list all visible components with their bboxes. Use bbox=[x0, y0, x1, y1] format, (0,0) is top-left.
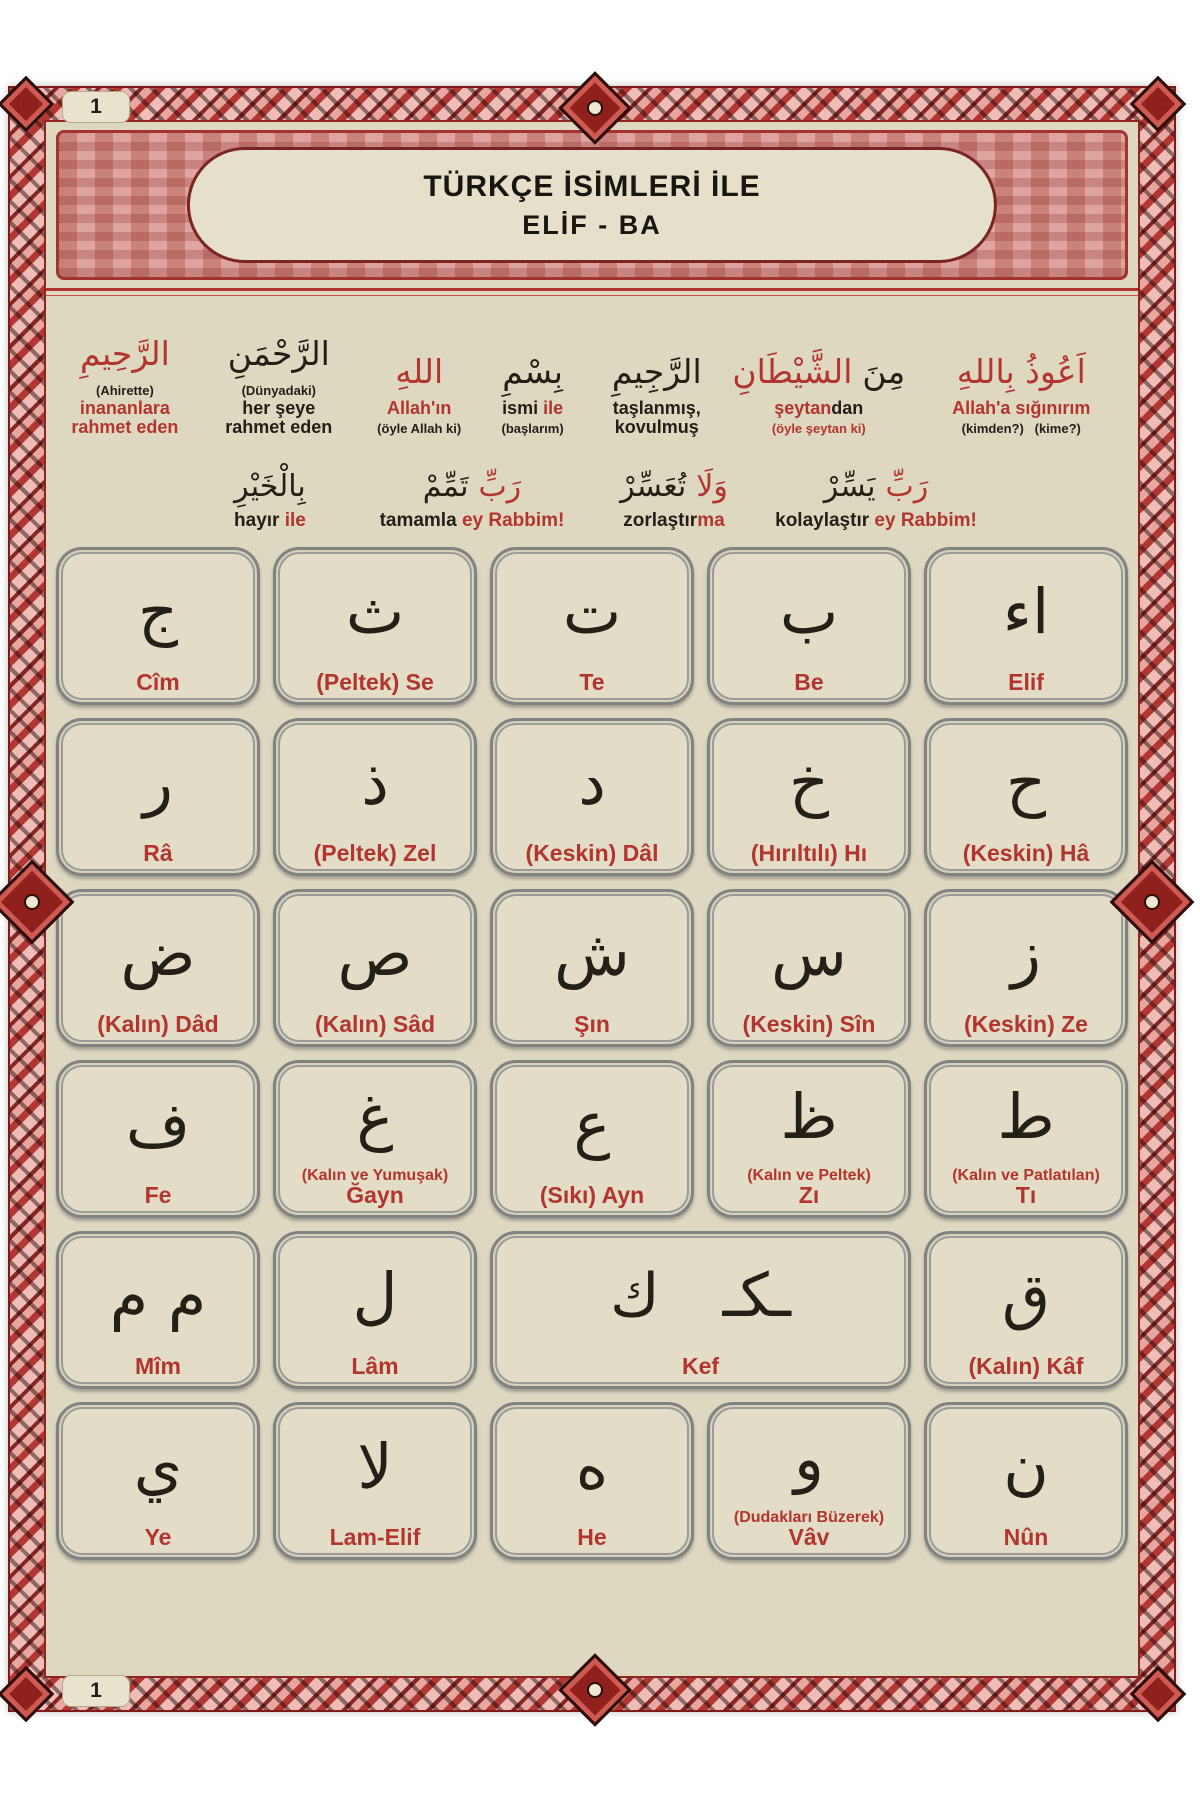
turkish-translation bbox=[587, 399, 727, 437]
arabic-letter: ب bbox=[779, 575, 839, 649]
arabic-letter: و bbox=[794, 1422, 824, 1496]
letter-name-line: Vâv bbox=[788, 1523, 830, 1550]
translation-line bbox=[52, 399, 198, 418]
text-segment: hayır bbox=[234, 509, 285, 531]
basmala-word-3 bbox=[360, 325, 479, 437]
translation-line bbox=[198, 399, 360, 418]
letter-card-keskin-sîn bbox=[707, 889, 911, 1047]
letter-name-label bbox=[734, 1510, 884, 1549]
divider-rule bbox=[46, 288, 1138, 296]
letter-name-line: (Keskin) Hâ bbox=[962, 839, 1090, 866]
basmala-phrase-row bbox=[52, 306, 1132, 437]
letter-name-label bbox=[144, 1523, 172, 1550]
letter-name-label bbox=[747, 1168, 871, 1207]
turkish-translation bbox=[360, 399, 479, 437]
arabic-letter: ذ bbox=[361, 746, 389, 820]
translation-line bbox=[360, 399, 479, 418]
page-title-line1: TÜRKÇE İSİMLERİ İLE bbox=[423, 169, 761, 203]
text-segment: taşlanmış, bbox=[612, 397, 701, 418]
arabic-word bbox=[479, 325, 587, 397]
letter-card-keskin-dâl bbox=[490, 718, 694, 876]
arabic-word bbox=[52, 306, 198, 378]
letter-card-keskin-ze bbox=[924, 889, 1128, 1047]
letter-name-label bbox=[136, 668, 180, 695]
letter-name-line: (Dudakları Büzerek) bbox=[733, 1508, 885, 1526]
text-segment: الرَّحْمَنِ bbox=[227, 333, 330, 373]
text-segment: sığınırım bbox=[1015, 397, 1091, 418]
translation-line bbox=[363, 511, 581, 531]
text-segment: zorlaştır bbox=[623, 509, 698, 531]
translation-line bbox=[479, 418, 587, 437]
arabic-letter: ظ bbox=[780, 1080, 838, 1154]
letter-card-sıkı-ayn bbox=[490, 1060, 694, 1218]
text-segment: تُعَسِّرْ bbox=[620, 468, 687, 504]
letter-card-elif bbox=[924, 547, 1128, 705]
dua-word-2 bbox=[363, 443, 581, 531]
border-corner-ornament bbox=[1130, 76, 1187, 133]
letter-name-line: (Kalın) Kâf bbox=[968, 1352, 1084, 1379]
letter-name-line: (Kalın) Sâd bbox=[314, 1010, 436, 1037]
text-segment: (Dünyadaki) bbox=[241, 383, 316, 398]
arabic-letter: غ bbox=[356, 1080, 394, 1154]
letter-name-label bbox=[135, 1352, 181, 1379]
letter-name-line: Te bbox=[579, 668, 605, 695]
letter-card-keskin-hâ bbox=[924, 718, 1128, 876]
arabic-word bbox=[767, 443, 985, 509]
basmala-word-6 bbox=[727, 325, 911, 437]
letter-name-line: Tı bbox=[1015, 1181, 1037, 1208]
letter-name-label bbox=[968, 1352, 1084, 1379]
text-segment: (öyle şeytan ki) bbox=[771, 420, 866, 436]
text-segment: بِسْمِ bbox=[502, 352, 563, 392]
letter-name-line: (Keskin) Dâl bbox=[525, 839, 659, 866]
arabic-letter: م م bbox=[109, 1259, 207, 1333]
letter-card-kalın-ve-yumuşak-ğayn bbox=[273, 1060, 477, 1218]
letter-name-line: (Kalın ve Peltek) bbox=[747, 1166, 871, 1184]
letter-name-label bbox=[962, 839, 1090, 866]
arabic-letter: ط bbox=[997, 1080, 1055, 1154]
letter-name-label bbox=[681, 1352, 720, 1379]
letter-card-kalın-sâd bbox=[273, 889, 477, 1047]
text-segment: ile bbox=[543, 397, 564, 418]
text-segment: الرَّحِيمِ bbox=[80, 333, 170, 373]
arabic-letter: ق bbox=[1001, 1259, 1051, 1333]
dua-phrase-row bbox=[177, 443, 985, 531]
letter-name-line: (Keskin) Ze bbox=[964, 1010, 1088, 1037]
letter-name-label bbox=[316, 668, 434, 695]
dua-word-4 bbox=[767, 443, 985, 531]
letter-name-label bbox=[313, 839, 437, 866]
letter-name-line: (Peltek) Zel bbox=[313, 839, 437, 866]
letter-card-be bbox=[707, 547, 911, 705]
text-segment: الرَّجِيمِ bbox=[611, 352, 702, 392]
turkish-translation bbox=[581, 511, 767, 531]
letter-name-line: Mîm bbox=[135, 1352, 181, 1379]
letter-card-ye bbox=[56, 1402, 260, 1560]
text-segment: Allah'ın bbox=[387, 397, 452, 418]
basmala-word-5 bbox=[587, 325, 727, 437]
arabic-letter: لا bbox=[357, 1430, 393, 1504]
text-segment: inananlara bbox=[79, 397, 170, 418]
dua-word-3 bbox=[581, 443, 767, 531]
arabic-word bbox=[177, 443, 363, 509]
letter-card-mîm bbox=[56, 1231, 260, 1389]
arabic-word bbox=[363, 443, 581, 509]
letter-name-label bbox=[144, 1181, 172, 1208]
alphabet-grid bbox=[56, 547, 1128, 1560]
letter-name-label bbox=[574, 1010, 610, 1037]
arabic-word bbox=[911, 325, 1132, 397]
letter-card-peltek-zel bbox=[273, 718, 477, 876]
arabic-word bbox=[198, 306, 360, 378]
arabic-letter: ه bbox=[575, 1430, 609, 1504]
text-segment: مِنَ bbox=[862, 352, 906, 392]
translation-line bbox=[198, 380, 360, 399]
turkish-translation bbox=[727, 399, 911, 437]
turkish-translation bbox=[479, 399, 587, 437]
letter-name-label bbox=[525, 839, 659, 866]
translation-line bbox=[581, 511, 767, 531]
arabic-letter: ز bbox=[1011, 917, 1041, 991]
border-corner-ornament bbox=[1130, 1666, 1187, 1723]
letter-name-line: (Sıkı) Ayn bbox=[539, 1181, 645, 1208]
text-segment: ey Rabbim! bbox=[461, 509, 565, 531]
text-segment: اَعُوذُ بِاللهِ bbox=[956, 352, 1086, 392]
text-segment: dan bbox=[831, 397, 864, 418]
turkish-translation bbox=[767, 511, 985, 531]
arabic-word bbox=[360, 325, 479, 397]
letter-name-line: (Keskin) Sîn bbox=[742, 1010, 876, 1037]
letter-name-label bbox=[1008, 668, 1044, 695]
letter-card-lâm bbox=[273, 1231, 477, 1389]
letter-name-line: Râ bbox=[143, 839, 173, 866]
translation-line bbox=[727, 399, 911, 418]
arabic-letter: خ bbox=[788, 746, 830, 820]
letter-name-label bbox=[314, 1010, 436, 1037]
text-segment: رَبِّ bbox=[478, 468, 522, 504]
text-segment: (kime?) bbox=[1034, 420, 1081, 436]
translation-line bbox=[360, 418, 479, 437]
arabic-letter: د bbox=[578, 746, 606, 820]
letter-name-line: Ğayn bbox=[346, 1181, 404, 1208]
letter-card-kef bbox=[490, 1231, 911, 1389]
translation-line bbox=[177, 511, 363, 531]
turkish-translation bbox=[911, 399, 1132, 437]
text-segment: kolaylaştır bbox=[775, 509, 875, 531]
arabic-word bbox=[727, 325, 911, 397]
letter-name-line: (Kalın ve Yumuşak) bbox=[301, 1166, 449, 1184]
arabic-letter: ت bbox=[562, 575, 622, 649]
page-title-line2: ELİF - BA bbox=[522, 209, 662, 240]
letter-name-line: Fe bbox=[144, 1181, 172, 1208]
arabic-letter: س bbox=[771, 917, 847, 991]
page-number-top: 1 bbox=[62, 91, 130, 123]
dua-word-1 bbox=[177, 443, 363, 531]
translation-line bbox=[587, 399, 727, 418]
page-number-bottom: 1 bbox=[62, 1675, 130, 1707]
text-segment: kovulmuş bbox=[614, 416, 699, 437]
basmala-word-1 bbox=[52, 306, 198, 437]
letter-card-peltek-se bbox=[273, 547, 477, 705]
text-segment: ey Rabbim! bbox=[874, 509, 977, 531]
arabic-letter: ن bbox=[1003, 1430, 1049, 1504]
text-segment: Allah'a bbox=[952, 397, 1016, 418]
letter-name-label bbox=[579, 668, 605, 695]
text-segment: (Ahirette) bbox=[96, 383, 154, 398]
text-segment: ismi bbox=[502, 397, 544, 418]
book-page bbox=[8, 86, 1176, 1712]
letter-name-label bbox=[302, 1168, 448, 1207]
arabic-letter: ع bbox=[573, 1088, 611, 1162]
arabic-letter: ث bbox=[345, 575, 405, 649]
translation-line bbox=[727, 418, 911, 437]
translation-line bbox=[911, 418, 1132, 437]
letter-name-label bbox=[351, 1352, 399, 1379]
letter-card-hırıltılı-hı bbox=[707, 718, 911, 876]
letter-card-şın bbox=[490, 889, 694, 1047]
text-segment: بِالْخَيْرِ bbox=[234, 468, 306, 504]
translation-line bbox=[479, 399, 587, 418]
basmala-word-4 bbox=[479, 325, 587, 437]
letter-card-he bbox=[490, 1402, 694, 1560]
letter-name-label bbox=[750, 839, 868, 866]
text-segment: rahmet eden bbox=[71, 416, 179, 437]
arabic-letter: ـكـ ك bbox=[610, 1261, 791, 1332]
letter-name-line: Nûn bbox=[1003, 1523, 1049, 1550]
translation-line bbox=[587, 418, 727, 437]
letter-card-kalın-ve-peltek-zı bbox=[707, 1060, 911, 1218]
letter-name-line: Lam-Elif bbox=[329, 1523, 421, 1550]
text-segment: يَسِّرْ bbox=[823, 468, 876, 504]
letter-name-line: Ye bbox=[144, 1523, 172, 1550]
title-banner bbox=[56, 130, 1128, 280]
letter-name-line: (Hırıltılı) Hı bbox=[750, 839, 868, 866]
text-segment: rahmet eden bbox=[225, 416, 333, 437]
arabic-letter: ر bbox=[143, 746, 173, 820]
letter-card-nûn bbox=[924, 1402, 1128, 1560]
basmala-word-7 bbox=[911, 325, 1132, 437]
basmala-word-2 bbox=[198, 306, 360, 437]
letter-name-line: He bbox=[577, 1523, 607, 1550]
text-segment: (başlarım) bbox=[501, 420, 564, 436]
arabic-letter: ص bbox=[337, 917, 413, 991]
arabic-letter: ف bbox=[125, 1088, 191, 1162]
turkish-translation bbox=[52, 380, 198, 437]
arabic-letter: ج bbox=[137, 575, 179, 649]
page-content bbox=[46, 122, 1138, 1676]
letter-card-lam-elif bbox=[273, 1402, 477, 1560]
text-segment: ile bbox=[284, 509, 306, 531]
turkish-translation bbox=[363, 511, 581, 531]
letter-card-cîm bbox=[56, 547, 260, 705]
letter-name-label bbox=[794, 668, 824, 695]
letter-name-line: Cîm bbox=[136, 668, 180, 695]
letter-name-line: (Kalın ve Patlatılan) bbox=[952, 1166, 1100, 1184]
text-segment: ma bbox=[697, 509, 725, 531]
letter-name-line: (Kalın) Dâd bbox=[97, 1010, 219, 1037]
letter-name-line: Kef bbox=[681, 1352, 720, 1379]
letter-name-line: Lâm bbox=[351, 1352, 399, 1379]
translation-line bbox=[52, 418, 198, 437]
arabic-letter: ي bbox=[133, 1430, 183, 1504]
arabic-letter: ح bbox=[1005, 746, 1047, 820]
text-segment: الشَّيْطَانِ bbox=[732, 352, 853, 392]
arabic-letter: ش bbox=[554, 917, 630, 991]
letter-card-kalın-ve-patlatılan-tı bbox=[924, 1060, 1128, 1218]
arabic-letter: اء bbox=[1002, 575, 1050, 649]
text-segment: اللهِ bbox=[395, 352, 444, 392]
letter-name-label bbox=[952, 1168, 1100, 1207]
letter-card-kalın-kâf bbox=[924, 1231, 1128, 1389]
letter-name-line: Zı bbox=[798, 1181, 820, 1208]
letter-card-dudakları-büzerek-vâv bbox=[707, 1402, 911, 1560]
letter-card-kalın-dâd bbox=[56, 889, 260, 1047]
arabic-letter: ض bbox=[120, 917, 196, 991]
text-segment: tamamla bbox=[379, 509, 462, 531]
turkish-translation bbox=[198, 380, 360, 437]
arabic-word bbox=[587, 325, 727, 397]
text-segment: her şeye bbox=[242, 397, 316, 418]
letter-name-label bbox=[1003, 1523, 1049, 1550]
arabic-word bbox=[581, 443, 767, 509]
letter-name-label bbox=[539, 1181, 645, 1208]
title-cartouche bbox=[187, 147, 997, 263]
letter-card-râ bbox=[56, 718, 260, 876]
translation-line bbox=[911, 399, 1132, 418]
text-segment: تَمِّمْ bbox=[422, 468, 469, 504]
letter-card-fe bbox=[56, 1060, 260, 1218]
text-segment: رَبِّ bbox=[885, 468, 929, 504]
text-segment: (öyle Allah ki) bbox=[377, 420, 462, 436]
letter-name-line: (Peltek) Se bbox=[316, 668, 434, 695]
arabic-letter: ل bbox=[352, 1259, 398, 1333]
letter-name-label bbox=[97, 1010, 219, 1037]
translation-line bbox=[198, 418, 360, 437]
turkish-translation bbox=[177, 511, 363, 531]
translation-line bbox=[52, 380, 198, 399]
letter-name-label bbox=[964, 1010, 1088, 1037]
letter-name-label bbox=[329, 1523, 421, 1550]
letter-name-line: Be bbox=[794, 668, 824, 695]
letter-name-label bbox=[577, 1523, 607, 1550]
translation-line bbox=[767, 511, 985, 531]
text-segment: وَلَا bbox=[696, 468, 728, 504]
letter-card-te bbox=[490, 547, 694, 705]
letter-name-line: Elif bbox=[1008, 668, 1044, 695]
text-segment: (kimden?) bbox=[961, 420, 1035, 436]
text-segment: şeytan bbox=[774, 397, 832, 418]
letter-name-label bbox=[742, 1010, 876, 1037]
letter-name-label bbox=[143, 839, 173, 866]
letter-name-line: Şın bbox=[574, 1010, 610, 1037]
